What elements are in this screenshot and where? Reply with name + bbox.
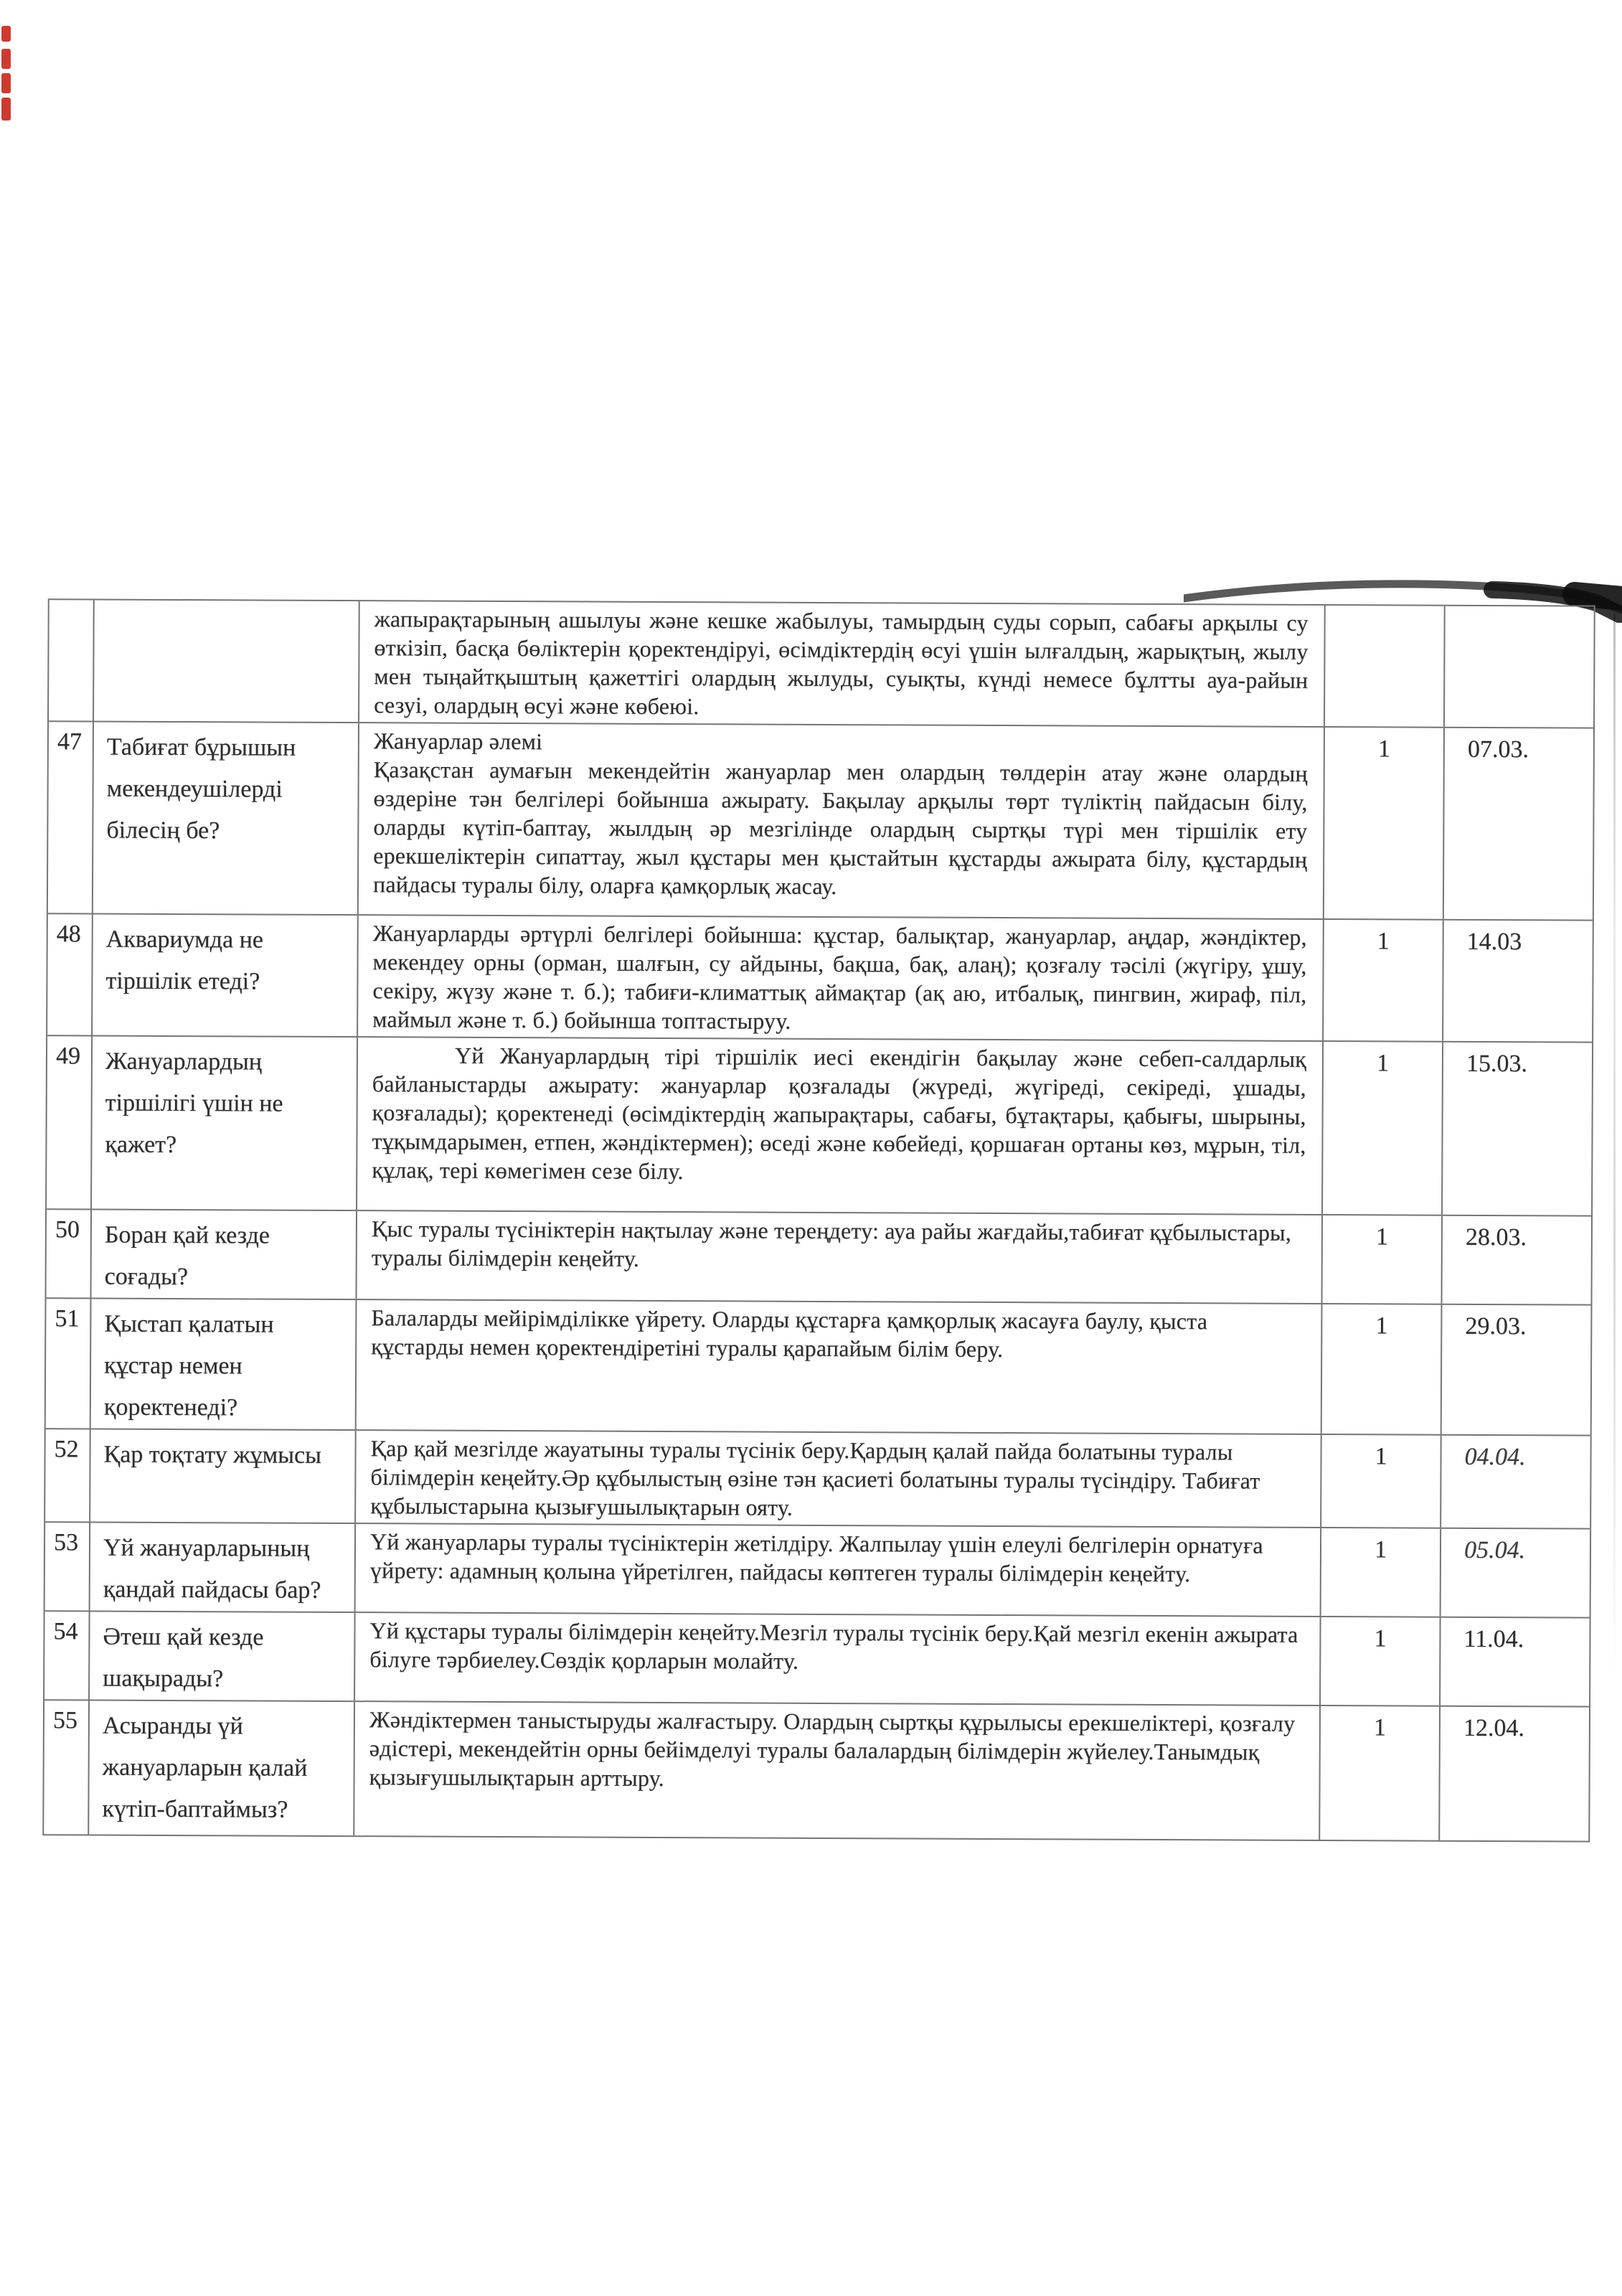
row-hours: 1 (1321, 1435, 1442, 1528)
row-content-text: жапырақтарының ашылуы және кешке жабылуы, тамырдың суды сорып, сабағы арқылы су өткізіп, басқа бөліктерін қоректендіруі, өсімдіктердің өсуі үшін ылғалдың, жарықтың, жылу мен тыңайтқыштың қажеттігі олардың жылуды, суықты, күнді немесе бұлтты ауа-райын сезуі, олардың өсуі және көбеюі. (374, 606, 1309, 720)
row-topic: Қыстап қалатын құстар немен қоректенеді? (91, 1299, 357, 1430)
row-number: 49 (47, 1036, 93, 1208)
row-content (356, 1431, 1322, 1527)
row-content (357, 1300, 1323, 1434)
row-date: 05.04. (1463, 1536, 1526, 1564)
row-content-text: Үй Жануарлардың тірі тіршілік иесі екендігін бақылау және себеп-салдарлық байланыстарды ажырату: жануарлар қозғалады (жүреді, жүгіреді, секіреді, ұшады, қозғалады); қоректенеді (өсімдіктердің жапырақтары, сабағы, бұтақтары, қабығы, шырыны, тұқымдарымен, етпен, жәндіктермен); өседі және көбейеді, қоршаған ортаны көз, мұрын, тіл, құлақ, тері көмегімен сезе білу. (372, 1042, 1307, 1185)
row-number: 52 (45, 1429, 91, 1521)
row-hours: 1 (1321, 1617, 1441, 1705)
row-hours (1325, 606, 1446, 727)
table-row (47, 914, 1593, 1043)
row-number: 53 (45, 1523, 91, 1610)
row-content-text: Қазақстан аумағын мекендейтін жануарлар мен олардың төлдерін атау және олардың өздеріне тән белгілері бойынша ажырату. Бақылау арқылы төрт түліктің пайдасын білу, оларды күтіп-баптау, жылдың әр мезгілінде олардың сыртқы түрі мен тіршілік ету ерекшеліктерін сипаттау, жыл құстары мен қыстайтын құстарды ажырата білу, құстардың пайдасы туралы білу, оларға қамқорлық жасау. (372, 756, 1308, 900)
page-edge-shadow (1613, 613, 1616, 1675)
row-content-text: Үй жануарлары туралы түсініктерін жетілдіру. Жалпылау үшін елеулі белгілерін орнатуға үйрету: адамның қолына үйретілген, пайдасы көптеген туралы білімдерін кеңейту. (369, 1528, 1263, 1587)
red-pen-mark (1, 26, 11, 42)
row-number: 51 (46, 1299, 92, 1428)
row-number: 55 (44, 1700, 90, 1834)
row-hours: 1 (1321, 1528, 1442, 1617)
row-content (354, 1702, 1321, 1840)
table-row (46, 1299, 1591, 1436)
row-content-text: Балаларды мейірімділікке үйрету. Оларды құстарға қамқорлық жасауға баулу, қыста құстарды немен қоректендіретіні туралы қарапайым білім беру. (371, 1304, 1208, 1363)
row-topic: Жануарлардың тіршілігі үшін не қажет? (92, 1037, 358, 1210)
red-pen-mark (1, 49, 11, 69)
row-date: 12.04. (1463, 1714, 1524, 1742)
row-topic: Әтеш қай кезде шақырады? (90, 1612, 356, 1701)
row-topic: Үй жануарларының қандай пайдасы бар? (90, 1523, 357, 1612)
table-row (49, 600, 1594, 728)
row-hours: 1 (1323, 1215, 1443, 1304)
row-topic: Асыранды үй жануарларын қалай күтіп-баптаймыз? (89, 1701, 355, 1836)
row-number: 48 (47, 914, 93, 1035)
row-date: 07.03. (1467, 735, 1529, 763)
red-pen-mark (1, 98, 11, 121)
row-date: 11.04. (1463, 1625, 1524, 1653)
table-row (48, 722, 1593, 921)
row-content-text: Жануарларды әртүрлі белгілері бойынша: құстар, балықтар, жануарлар, аңдар, жәндіктер, мекендеу орны (орман, шалғын, су айдыны, бақша, бақ, алаң); қозғалу тәсілі (жүгіру, ұшу, секіру, жүзу және т. б.); табиғи-климаттық аймақтар (ақ аю, итбалық, пингвин, жираф, піл, маймыл және т. б.) бойынша топтастыруу. (372, 920, 1307, 1034)
lesson-schedule-table (42, 598, 1595, 1842)
table-row (44, 1612, 1590, 1707)
row-content (358, 916, 1324, 1040)
row-hours: 1 (1324, 728, 1445, 919)
row-number (49, 600, 95, 720)
red-pen-mark (1, 73, 11, 93)
row-content-text: Қыс туралы түсініктерін нақтылау және тереңдету: ауа райы жағдайы,табиғат құбылыстары, туралы білімдерін кеңейту. (371, 1215, 1292, 1271)
table-row (45, 1523, 1590, 1618)
row-hours: 1 (1324, 920, 1444, 1041)
row-date (1445, 606, 1597, 728)
row-date: 14.03 (1466, 928, 1522, 956)
row-date: 28.03. (1465, 1223, 1527, 1251)
row-topic (94, 601, 360, 723)
table-row (44, 1700, 1589, 1840)
row-content-heading: Жануарлар әлемі (373, 728, 543, 755)
row-content-text: Үй құстары туралы білімдерін кеңейту.Мезгіл туралы түсінік беру.Қай мезгіл екенін ажырата білуге тәрбиелеу.Сөздік қорларын молайту. (369, 1617, 1298, 1674)
row-content (356, 1524, 1322, 1616)
row-number: 50 (47, 1210, 93, 1297)
table-row (47, 1210, 1592, 1305)
table-row (47, 1036, 1592, 1216)
row-content (359, 723, 1325, 918)
row-date: 29.03. (1465, 1312, 1527, 1340)
row-content (357, 1038, 1324, 1214)
row-topic: Қар тоқтату жұмысы (90, 1430, 357, 1523)
row-content (359, 601, 1326, 726)
row-date: 04.04. (1464, 1443, 1526, 1471)
row-content (355, 1613, 1321, 1705)
row-number: 47 (48, 722, 94, 913)
row-hours: 1 (1322, 1304, 1443, 1434)
row-content-text: Жәндіктермен таныстыруды жалғастыру. Олардың сыртқы құрылысы ерекшеліктері, қозғалу әдістері, мекендейтін орны бейімделуі туралы балалардың білімдерін жүйелеу.Танымдық қызығушылықтарын арттыру. (369, 1706, 1296, 1792)
row-content-text: Қар қай мезгілде жауатыны туралы түсінік беру.Қардың қалай пайда болатыны туралы білімдерін кеңейту.Әр құбылыстың өзіне тән қасиеті болатыны туралы түсіндіру. Табиғат құбылыстарына қызығушылықтарын ояту. (370, 1435, 1260, 1520)
row-content (357, 1211, 1324, 1303)
row-topic: Аквариумда не тіршілік етеді? (93, 915, 359, 1037)
table-row (45, 1429, 1590, 1529)
row-hours: 1 (1323, 1042, 1443, 1215)
row-date: 15.03. (1466, 1050, 1528, 1078)
row-topic: Боран қай кезде соғады? (92, 1210, 358, 1299)
row-topic: Табиғат бұрышын мекендеушілерді білесің бе? (93, 723, 359, 915)
row-hours: 1 (1320, 1706, 1441, 1840)
row-number: 54 (44, 1612, 90, 1699)
